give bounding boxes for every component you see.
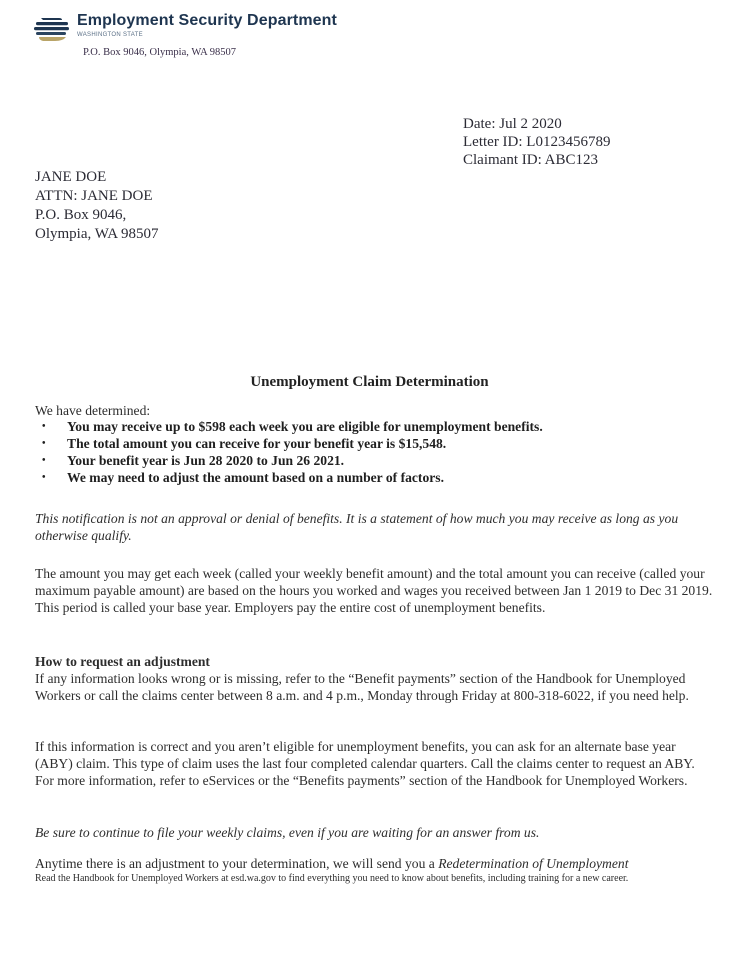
redetermination-title: Redetermination of Unemployment [438, 856, 629, 871]
org-address: P.O. Box 9046, Olympia, WA 98507 [83, 47, 236, 58]
handbook-note: Read the Handbook for Unemployed Workers at esd.wa.gov to find everything you need to know about benefits, including training for a new career. [35, 873, 629, 884]
explanation-paragraph: The amount you may get each week (called your weekly benefit amount) and the total amount you can receive (called your maximum payable amount) are based on the hours you worked and wages you received between Jan 1 2019 to Dec 31 2019. This period is called your base year. Employers pay the entire cost of unemployment benefits. [35, 566, 713, 615]
recipient-street: P.O. Box 9046, [35, 207, 127, 223]
recipient-attn: ATTN: JANE DOE [35, 188, 153, 204]
letter-title: Unemployment Claim Determination [250, 374, 489, 390]
adjustment-paragraph: If any information looks wrong or is missing, refer to the “Benefit payments” section of the Handbook for Unemployed Workers or call the claims center between 8 a.m. and 4 p.m., Monday through Friday at 800-318-6022, if you need help. [35, 671, 689, 703]
org-subtitle: WASHINGTON STATE [77, 32, 143, 38]
reminder-paragraph: Be sure to continue to file your weekly claims, even if you are waiting for an answer from us. [35, 825, 540, 840]
notice-paragraph: This notification is not an approval or denial of benefits. It is a statement of how much you may receive as long as you otherwise qualify. [35, 511, 679, 543]
list-item: • We may need to adjust the amount based on a number of factors. [35, 469, 715, 486]
letterhead [33, 12, 337, 43]
esd-wave-logo-icon [33, 15, 71, 43]
claimant-id: Claimant ID: ABC123 [463, 152, 598, 168]
recipient-address [35, 168, 158, 244]
list-item: • Your benefit year is Jun 28 2020 to Jun 26 2021. [35, 452, 715, 469]
adjustment-heading: How to request an adjustment [35, 654, 210, 669]
aby-paragraph: If this information is correct and you aren’t eligible for unemployment benefits, you can ask for an alternate base year (ABY) claim. This type of claim uses the last four completed calendar quarters. Call the claims center to request an ABY. For more information, refer to eServices or the “Benefits payments” section of the Handbook for Unemployed Workers. [35, 739, 695, 788]
redetermination-paragraph [35, 855, 715, 872]
org-name: Employment Security Department [77, 12, 337, 29]
determination-list [35, 418, 715, 486]
letter-id: Letter ID: L0123456789 [463, 134, 611, 150]
recipient-city: Olympia, WA 98507 [35, 226, 159, 242]
intro-text: We have determined: [35, 403, 151, 418]
list-item: • The total amount you can receive for your benefit year is $15,548. [35, 435, 715, 452]
redetermination-prefix: Anytime there is an adjustment to your determination, we will send you a [35, 856, 439, 871]
recipient-name: JANE DOE [35, 169, 107, 185]
letter-date: Date: Jul 2 2020 [463, 116, 562, 132]
list-item: • You may receive up to $598 each week you are eligible for unemployment benefits. [35, 418, 715, 435]
letter-meta [463, 115, 610, 169]
